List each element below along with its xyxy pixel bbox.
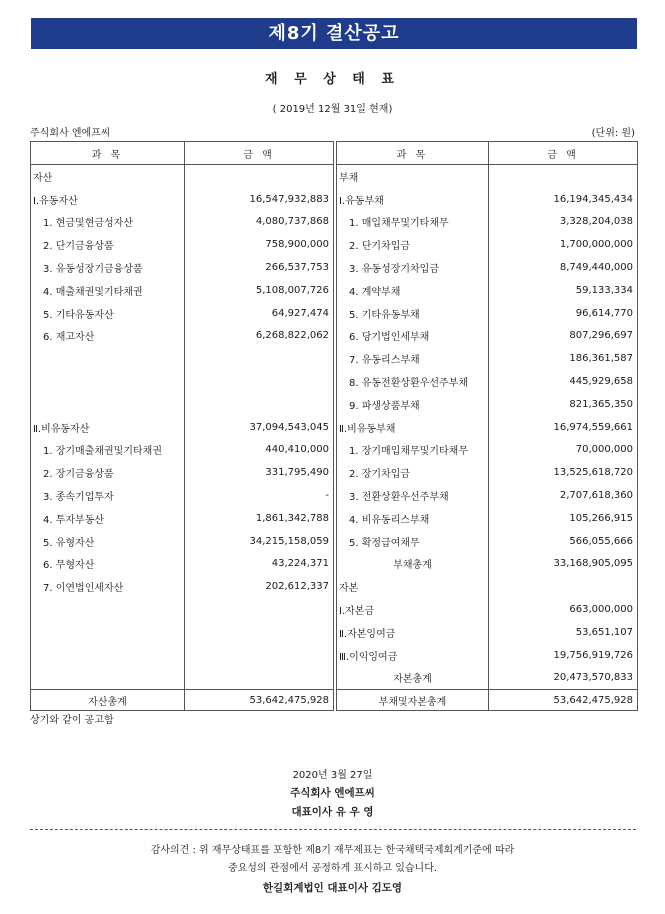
amount-cell bbox=[489, 575, 638, 598]
total-amount: 53,642,475,928 bbox=[489, 690, 638, 711]
table-row bbox=[31, 644, 334, 667]
table-row bbox=[337, 575, 638, 598]
amount-cell: 331,795,490 bbox=[185, 461, 334, 484]
table-row bbox=[31, 325, 334, 348]
amount-cell: 37,094,543,045 bbox=[185, 416, 334, 439]
account-cell: 3. 유동성장기금융상품 bbox=[31, 256, 185, 279]
reference-date: ( 2019년 12월 31일 현재) bbox=[272, 104, 393, 115]
account-cell bbox=[31, 644, 185, 667]
account-cell: 5. 기타유동자산 bbox=[31, 302, 185, 325]
account-cell: 6. 재고자산 bbox=[31, 325, 185, 348]
amount-cell: 96,614,770 bbox=[489, 302, 638, 325]
amount-cell bbox=[489, 165, 638, 188]
amount-cell: 13,525,618,720 bbox=[489, 461, 638, 484]
table-row bbox=[337, 461, 638, 484]
table-row bbox=[337, 644, 638, 667]
amount-cell: 202,612,337 bbox=[185, 575, 334, 598]
table-row bbox=[337, 667, 638, 690]
account-cell: 7. 유동리스부채 bbox=[337, 347, 489, 370]
amount-cell: 1,700,000,000 bbox=[489, 233, 638, 256]
auditor-name: 한길회계법인 대표이사 김도영 bbox=[262, 882, 403, 894]
table-row bbox=[337, 165, 638, 188]
table-row bbox=[337, 598, 638, 621]
amount-cell: 43,224,371 bbox=[185, 553, 334, 576]
table-row bbox=[31, 530, 334, 553]
table-row bbox=[31, 256, 334, 279]
account-cell: 5. 유형자산 bbox=[31, 530, 185, 553]
account-cell: Ⅰ.유동부채 bbox=[337, 188, 489, 211]
amount-cell: 20,473,570,833 bbox=[489, 667, 638, 690]
amount-cell: 53,651,107 bbox=[489, 621, 638, 644]
amount-cell: 566,055,666 bbox=[489, 530, 638, 553]
table-row bbox=[31, 347, 334, 370]
amount-cell bbox=[185, 598, 334, 621]
amount-cell bbox=[185, 393, 334, 416]
amount-cell: 59,133,334 bbox=[489, 279, 638, 302]
amount-header: 금 액 bbox=[185, 142, 334, 165]
table-row bbox=[31, 165, 334, 188]
amount-cell: 266,537,753 bbox=[185, 256, 334, 279]
account-cell: 1. 장기매입채무및기타채무 bbox=[337, 439, 489, 462]
account-cell: 4. 비유동리스부채 bbox=[337, 507, 489, 530]
table-row bbox=[337, 256, 638, 279]
total-label: 부채및자본총계 bbox=[337, 690, 489, 711]
account-cell: 자본 bbox=[337, 575, 489, 598]
table-row bbox=[337, 370, 638, 393]
amount-cell: 16,547,932,883 bbox=[185, 188, 334, 211]
account-cell: Ⅰ.자본금 bbox=[337, 598, 489, 621]
table-row bbox=[31, 461, 334, 484]
total-label: 자산총계 bbox=[31, 690, 185, 711]
table-row bbox=[31, 484, 334, 507]
amount-cell: 758,900,000 bbox=[185, 233, 334, 256]
account-cell: 2. 단기차입금 bbox=[337, 233, 489, 256]
account-cell: 3. 전환상환우선주부채 bbox=[337, 484, 489, 507]
account-cell bbox=[31, 370, 185, 393]
account-cell: 2. 장기금융상품 bbox=[31, 461, 185, 484]
account-cell: 8. 유동전환상환우선주부채 bbox=[337, 370, 489, 393]
table-row bbox=[337, 530, 638, 553]
signing-company: 주식회사 엔에프씨 bbox=[290, 787, 375, 799]
account-cell bbox=[31, 621, 185, 644]
total-row bbox=[31, 690, 334, 711]
table-row bbox=[337, 416, 638, 439]
account-cell bbox=[31, 667, 185, 690]
table-row bbox=[31, 598, 334, 621]
amount-header: 금 액 bbox=[489, 142, 638, 165]
table-row bbox=[31, 188, 334, 211]
account-cell: 3. 종속기업투자 bbox=[31, 484, 185, 507]
account-cell bbox=[31, 347, 185, 370]
closing-statement: 상기와 같이 공고함 bbox=[30, 715, 114, 726]
amount-cell: 807,296,697 bbox=[489, 325, 638, 348]
document-title: 재 무 상 태 표 bbox=[265, 72, 400, 87]
account-cell: 2. 단기금융상품 bbox=[31, 233, 185, 256]
amount-cell bbox=[185, 370, 334, 393]
table-row bbox=[31, 575, 334, 598]
table-row bbox=[31, 667, 334, 690]
notice-banner: 제8기 결산공고 bbox=[31, 18, 637, 49]
audit-opinion-line-1: 감사의견 : 위 재무상태표를 포함한 제8기 재무제표는 한국채택국제회계기준에 따라 bbox=[150, 845, 515, 856]
amount-cell: 445,929,658 bbox=[489, 370, 638, 393]
account-cell: 5. 기타유동부채 bbox=[337, 302, 489, 325]
account-cell: 부채 bbox=[337, 165, 489, 188]
table-row bbox=[337, 211, 638, 234]
account-cell: 4. 투자부동산 bbox=[31, 507, 185, 530]
account-cell: 4. 매출채권및기타채권 bbox=[31, 279, 185, 302]
table-row bbox=[31, 416, 334, 439]
table-row bbox=[31, 393, 334, 416]
company-name: 주식회사 엔에프씨 bbox=[30, 128, 111, 139]
account-cell: 부채총계 bbox=[337, 553, 489, 576]
account-cell bbox=[31, 598, 185, 621]
account-cell: 1. 매입채무및기타채무 bbox=[337, 211, 489, 234]
account-cell: 1. 장기매출채권및기타채권 bbox=[31, 439, 185, 462]
notice-date: 2020년 3월 27일 bbox=[292, 770, 373, 781]
account-cell: 6. 당기법인세부채 bbox=[337, 325, 489, 348]
amount-cell bbox=[185, 644, 334, 667]
amount-cell: 1,861,342,788 bbox=[185, 507, 334, 530]
table-row bbox=[337, 507, 638, 530]
amount-cell: 821,365,350 bbox=[489, 393, 638, 416]
amount-cell: 64,927,474 bbox=[185, 302, 334, 325]
table-row bbox=[337, 325, 638, 348]
account-header: 과 목 bbox=[337, 142, 489, 165]
liabilities-equity-table bbox=[336, 141, 638, 711]
audit-opinion-line-2: 중요성의 관점에서 공정하게 표시하고 있습니다. bbox=[227, 863, 438, 874]
ceo-name: 대표이사 유 우 영 bbox=[291, 806, 374, 818]
amount-cell: 6,268,822,062 bbox=[185, 325, 334, 348]
amount-cell: 8,749,440,000 bbox=[489, 256, 638, 279]
unit-label: (단위: 원) bbox=[591, 128, 635, 139]
amount-cell bbox=[185, 667, 334, 690]
table-row bbox=[337, 393, 638, 416]
table-row bbox=[31, 439, 334, 462]
account-cell: 4. 계약부채 bbox=[337, 279, 489, 302]
account-cell: 3. 유동성장기차입금 bbox=[337, 256, 489, 279]
account-cell: 6. 무형자산 bbox=[31, 553, 185, 576]
account-cell: 5. 확정급여채무 bbox=[337, 530, 489, 553]
amount-cell: 16,194,345,434 bbox=[489, 188, 638, 211]
account-cell bbox=[31, 393, 185, 416]
amount-cell: 5,108,007,726 bbox=[185, 279, 334, 302]
table-row bbox=[31, 621, 334, 644]
table-row bbox=[31, 553, 334, 576]
table-row bbox=[337, 439, 638, 462]
table-row bbox=[337, 233, 638, 256]
table-row bbox=[31, 211, 334, 234]
account-cell: Ⅱ.비유동부채 bbox=[337, 416, 489, 439]
total-row bbox=[337, 690, 638, 711]
amount-cell: 19,756,919,726 bbox=[489, 644, 638, 667]
amount-cell: 663,000,000 bbox=[489, 598, 638, 621]
amount-cell: - bbox=[185, 484, 334, 507]
account-cell: 9. 파생상품부채 bbox=[337, 393, 489, 416]
account-cell: 7. 이연법인세자산 bbox=[31, 575, 185, 598]
amount-cell: 105,266,915 bbox=[489, 507, 638, 530]
table-row bbox=[337, 279, 638, 302]
amount-cell: 16,974,559,661 bbox=[489, 416, 638, 439]
amount-cell: 33,168,905,095 bbox=[489, 553, 638, 576]
table-row bbox=[31, 302, 334, 325]
account-header: 과 목 bbox=[31, 142, 185, 165]
amount-cell bbox=[185, 165, 334, 188]
account-cell: 2. 장기차입금 bbox=[337, 461, 489, 484]
amount-cell: 440,410,000 bbox=[185, 439, 334, 462]
account-cell: Ⅱ.자본잉여금 bbox=[337, 621, 489, 644]
amount-cell: 186,361,587 bbox=[489, 347, 638, 370]
amount-cell: 3,328,204,038 bbox=[489, 211, 638, 234]
account-cell: Ⅱ.비유동자산 bbox=[31, 416, 185, 439]
table-row bbox=[31, 507, 334, 530]
account-cell: 자산 bbox=[31, 165, 185, 188]
amount-cell: 70,000,000 bbox=[489, 439, 638, 462]
table-row bbox=[31, 370, 334, 393]
table-row bbox=[337, 188, 638, 211]
table-row bbox=[31, 279, 334, 302]
amount-cell: 2,707,618,360 bbox=[489, 484, 638, 507]
table-row bbox=[337, 484, 638, 507]
table-row bbox=[337, 302, 638, 325]
table-row bbox=[337, 621, 638, 644]
amount-cell bbox=[185, 621, 334, 644]
table-row bbox=[337, 347, 638, 370]
amount-cell: 4,080,737,868 bbox=[185, 211, 334, 234]
account-cell: 1. 현금및현금성자산 bbox=[31, 211, 185, 234]
table-row bbox=[31, 233, 334, 256]
dashed-divider bbox=[30, 829, 636, 830]
account-cell: Ⅰ.유동자산 bbox=[31, 188, 185, 211]
amount-cell bbox=[185, 347, 334, 370]
assets-table bbox=[30, 141, 334, 711]
amount-cell: 34,215,158,059 bbox=[185, 530, 334, 553]
account-cell: Ⅲ.이익잉여금 bbox=[337, 644, 489, 667]
total-amount: 53,642,475,928 bbox=[185, 690, 334, 711]
table-row bbox=[337, 553, 638, 576]
account-cell: 자본총계 bbox=[337, 667, 489, 690]
